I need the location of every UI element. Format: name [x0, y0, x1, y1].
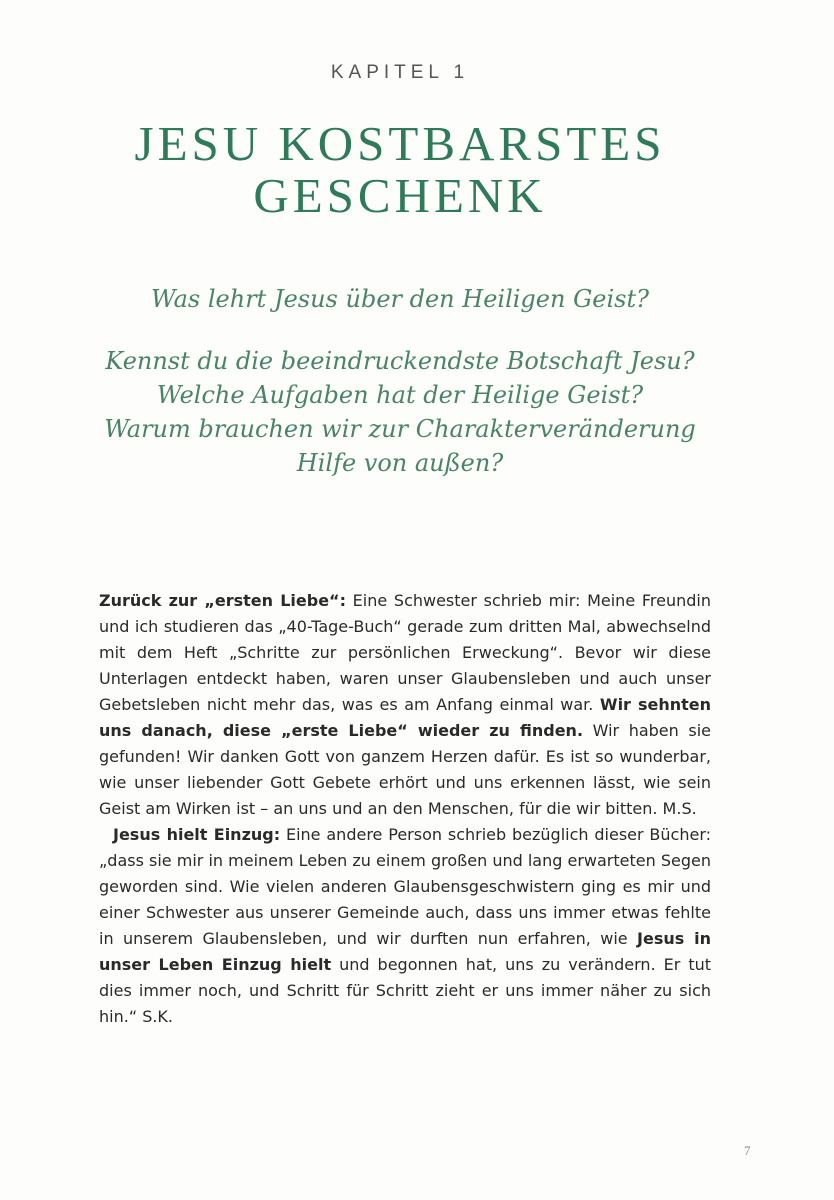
paragraph-emphasis: Wir sehnten uns danach, diese „erste Liebe“ wieder zu finden.	[99, 695, 712, 740]
chapter-title-line-1: JESU KOSTBARSTES	[134, 116, 666, 171]
question-item: Warum brauchen wir zur Charakterveränderung	[104, 415, 696, 443]
paragraph-first-love	[99, 588, 711, 822]
page-number: 7	[744, 1143, 751, 1158]
paragraph-text: Wir haben sie gefunden! Wir danken Gott von ganzem Herzen dafür. Es ist so wunderbar, wie unser liebender Gott Gebete erhört und uns erkennen lässt, wie sein Geist am Wirken ist – an uns und an den Menschen, für die wir bitten. M.S.	[99, 721, 711, 818]
paragraph-lead: Zurück zur „ersten Liebe“:	[99, 591, 346, 610]
paragraph-emphasis: Jesus in unser Leben Einzug hielt	[99, 929, 711, 974]
paragraph-text: Eine andere Person schrieb bezüglich dieser Bücher: „dass sie mir in meinem Leben zu einem großen und lang erwarteten Segen geworden sind. Wie vielen anderen Glaubensgeschwistern ging es mir und einer Schwester aus unserer Gemeinde auch, dass uns immer etwas fehlte in unserem Glaubensleben, und wir durften nun erfahren, wie	[99, 825, 712, 948]
chapter-label: KAPITEL 1	[330, 62, 470, 83]
question-item: Kennst du die beeindruckendste Botschaft Jesu?	[105, 347, 695, 375]
paragraph-text: und begonnen hat, uns zu verändern. Er tut dies immer noch, und Schritt für Schritt zieht er uns immer näher zu sich hin.“ S.K.	[99, 955, 711, 1026]
paragraph-lead: Jesus hielt Einzug:	[113, 825, 281, 844]
paragraph-jesus-entry	[99, 822, 711, 1030]
paragraph-text: Eine Schwester schrieb mir: Meine Freundin und ich studieren das „40-Tage-Buch“ gerade zum dritten Mal, abwechselnd mit dem Heft „Schritte zur persönlichen Erweckung“. Bevor wir diese Unterlagen entdeckt haben, waren unser Glaubensleben und auch unser Gebetsleben nicht mehr das, was es am Anfang einmal war.	[99, 591, 711, 714]
question-main: Was lehrt Jesus über den Heiligen Geist?	[151, 285, 649, 313]
question-item: Hilfe von außen?	[296, 449, 504, 477]
chapter-title	[0, 118, 800, 222]
body-text	[99, 588, 711, 1030]
handwritten-questions	[60, 282, 740, 480]
question-item: Welche Aufgaben hat der Heilige Geist?	[156, 381, 644, 409]
question-list	[60, 344, 740, 480]
chapter-title-line-2: GESCHENK	[253, 168, 547, 223]
